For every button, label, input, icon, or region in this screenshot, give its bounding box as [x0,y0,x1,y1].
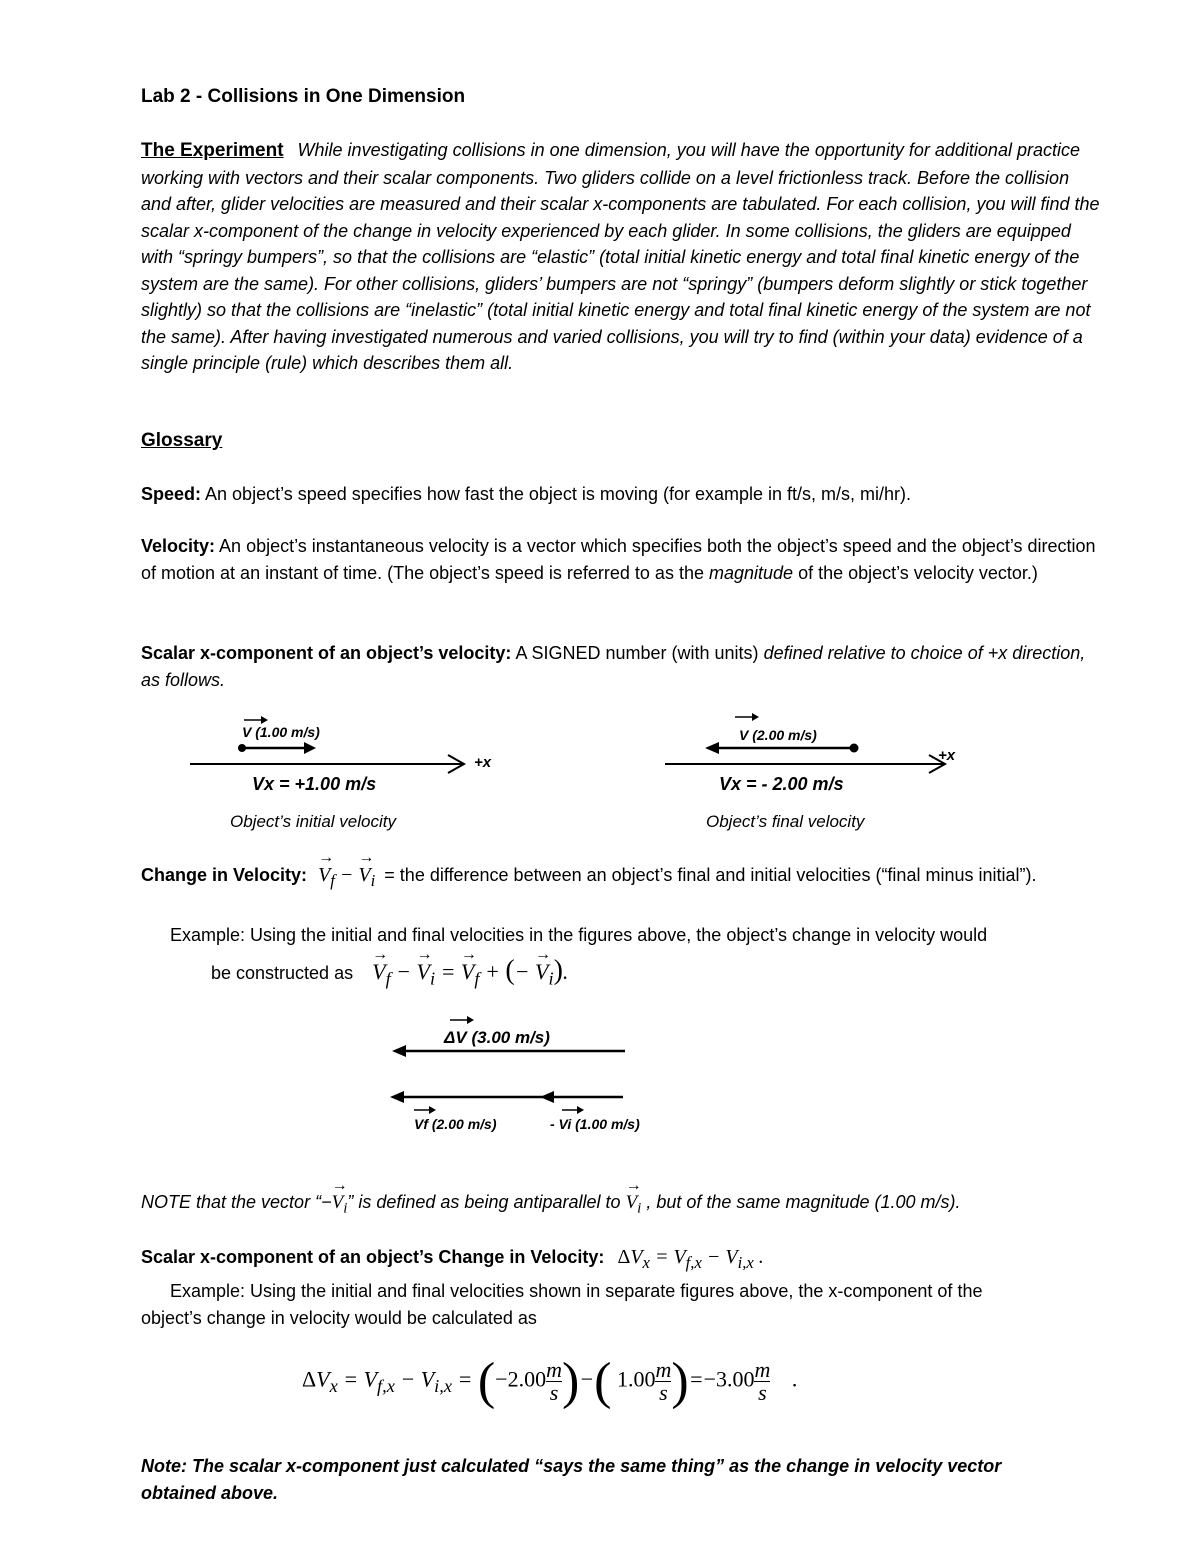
change-example-2 [211,955,569,992]
scalar-change-term: Scalar x-component of an object’s Change in Velocity: [141,1247,605,1267]
page-title: Lab 2 - Collisions in One Dimension [141,86,466,107]
vector-arrow-initial [238,742,316,754]
scalar-definition [141,640,1101,693]
experiment-paragraph [141,137,1103,377]
change-construction-equation: → $V_f$ − → $V_i$ = → $V_f$ + (− → $V_i$). [372,959,568,984]
initial-velocity-figure [180,710,520,800]
final-velocity-figure [655,710,975,800]
neg-vi-vector-label: - Vi (1.00 m/s) [550,1116,640,1132]
vf-vector-label: Vf (2.00 m/s) [414,1116,497,1132]
vf-arrow [390,1091,545,1103]
calculation-equation: $\Delta V_x = V_{f,x} - V_{i,x} = (-2.00$ $\frac{m}{s}$ )−( 1.00 $\frac{m}{s}$ )=−3.00 $\frac{m}{s}$ . [302,1353,798,1410]
delta-label-arrow [450,1016,474,1024]
scalar-change-example-1: Example: Using the initial and final velocities shown in separate figures above, the x-component of the [170,1281,983,1301]
experiment-text: While investigating collisions in one dimension, you will have the opportunity for additional practice working with vectors and their scalar components. Two gliders collide on a level frictionless track. Before the collision and after, glider velocities are measured and their scalar x-components are tabulated. For each collision, you will find the scalar x-component of the change in velocity experienced by each glider. In some collisions, the gliders are equipped with “springy bumpers”, so that the collisions are “elastic” (total initial kinetic energy and total final kinetic energy of the system are the same). For other collisions, gliders’ bumpers are not “springy” (bumpers deform slightly or stick together slightly) so that the collisions are “inelastic” (total initial kinetic energy and total final kinetic energy of the system are not the same). After having investigated numerous and varied collisions, you will try to find (within your data) evidence of a single principle (rule) which describes them all. [141,140,1100,373]
velocity-term: Velocity: [141,536,216,556]
vi-symbol: → V [358,862,370,889]
final-component: Vx = - 2.00 m/s [719,774,844,794]
vector-arrow-final [705,742,859,754]
change-term: Change in Velocity [141,865,302,885]
change-equation: → $V_f$ − → $V_i$ [318,864,375,886]
scalar-text: A SIGNED number (with units) [515,643,759,663]
initial-caption: Object’s initial velocity [230,812,396,831]
glossary-heading: Glossary [141,430,223,451]
change-text: = the difference between an object’s final and initial velocities (“final minus initial”). [384,865,1037,885]
velocity-text-1: An object’s instantaneous velocity is a vector which specifies both the object’s speed and the object’s direction of motion at an instant of time. (The object’s speed is referred to as the [141,536,1096,583]
calc-value-2: 1.00 [616,1366,656,1392]
change-definition: Change in Velocity: → $V_f$ − → $V_i$ = the difference between an object’s final and initial velocities (“final minus initial”). [141,862,1086,895]
change-example-1: Example: Using the initial and final velocities in the figures above, the object’s change in velocity would [170,925,988,945]
speed-text: An object’s speed specifies how fast the object is moving (for example in ft/s, m/s, mi/hr). [205,484,911,504]
vf-label-arrow [414,1106,436,1114]
velocity-emphasis: magnitude [708,562,794,583]
initial-axis-label: +x [474,754,492,771]
vector-label-arrow [735,713,759,721]
scalar-change-definition [141,1244,1101,1277]
initial-component: Vx = +1.00 m/s [252,774,377,794]
speed-definition [141,481,1101,508]
vi-label-arrow [562,1106,584,1114]
initial-vector-label: V (1.00 m/s) [242,724,320,740]
experiment-heading: The Experiment [141,140,284,161]
velocity-definition [141,533,1101,586]
scalar-italic: defined relative to choice of +x direction, as follows. [141,643,1086,690]
velocity-text-2: of the object’s velocity vector.) [798,562,1038,583]
final-axis-label: +x [938,747,956,764]
scalar-term: Scalar x-component of an object’s velocity: [141,643,512,663]
final-caption: Object’s final velocity [706,812,865,831]
delta-vector-label: ΔV (3.00 m/s) [444,1028,550,1047]
neg-vi-arrow [540,1091,623,1103]
final-note: Note: The scalar x-component just calculated “says the same thing” as the change in velocity vector obtained above. [141,1456,1002,1503]
scalar-change-example-2: object’s change in velocity would be calculated as [141,1308,537,1328]
calc-value-3: −3.00 [703,1366,755,1392]
scalar-change-equation: $\Delta V_x = V_{f,x} - V_{i,x}$ . [617,1246,764,1272]
vector-label-arrow [244,716,268,724]
x-axis-final [665,755,945,773]
calc-value-1: −2.00 [495,1366,547,1392]
x-axis-initial [190,755,464,773]
antiparallel-note: NOTE that the vector “−→ $V_i$” is defined as being antiparallel to → $V_i$ , but of the same magnitude (1.00 m/s). [141,1189,1101,1222]
speed-term: Speed: [141,484,202,504]
final-vector-label: V (2.00 m/s) [739,727,817,743]
change-velocity-figure [380,1010,680,1140]
change-example-2-text: be constructed as [211,963,354,983]
vf-symbol: → V [318,862,330,889]
